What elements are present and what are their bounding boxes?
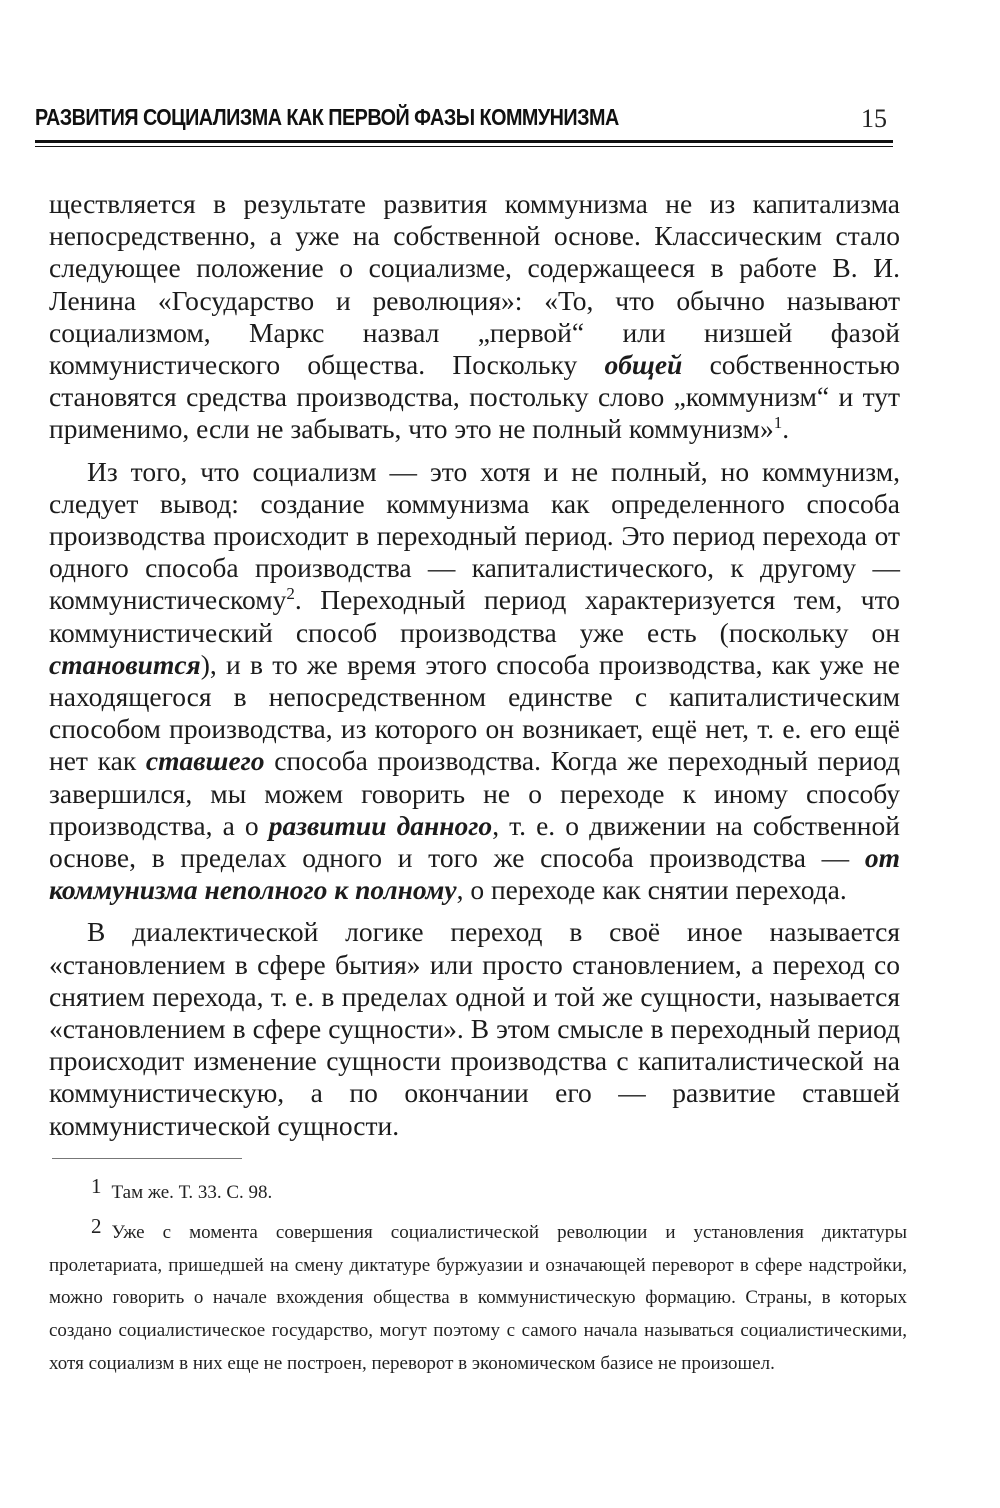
text-run: . [782, 413, 790, 445]
body-text [49, 188, 900, 1152]
text-run: , о переходе как снятии перехода. [456, 874, 847, 906]
text-run: собственностью становятся средства производства, постольку слово „коммунизм“ и тут применимо, если не забывать, что это не полный коммунизм» [49, 349, 900, 445]
header-rule-thin [35, 146, 893, 147]
footnote-1 [49, 1175, 907, 1210]
footnote-ref-1: 1 [773, 413, 783, 433]
emphasis: общей [604, 349, 683, 381]
paragraph-2 [49, 456, 900, 907]
emphasis: развитии данного [268, 809, 493, 841]
footnotes [49, 1175, 907, 1386]
footnote-mark-2: 2 [91, 1213, 102, 1238]
text-run: ), и в то же время этого способа производства, как уже не находящегося в непосредственном единстве с капиталистическим способом производства, из которого он возникает, ещё нет, т. е. его ещё нет как [49, 648, 900, 777]
footnote-2 [49, 1215, 907, 1381]
footnote-text-1: Там же. Т. 33. С. 98. [111, 1182, 273, 1203]
footnote-ref-2: 2 [286, 584, 295, 604]
text-run: ществляется в результате развития коммунизма не из капитализма непосредственно, а уже на собственной основе. Классическим стало следующее положение о социализме, содержащееся в работе В. И. Ленина «Государство и революция»: «То, что обычно называют социализмом, Маркс назвал „первой“ или низшей фазой коммунистического общества. Поскольку [49, 188, 900, 381]
footnote-mark-1: 1 [91, 1174, 102, 1198]
emphasis: ставшего [145, 745, 265, 777]
text-run: Из того, что социализм — это хотя и не полный, но коммунизм, следует вывод: создание коммунизма как определенного способа производства происходит в переходный период. Это период перехода от одного способа производства — капиталистического, к другому — коммунистическому [49, 455, 900, 616]
text-run: способа производства. Когда же переходный период завершился, мы можем говорить не о переходе к иному способу производства, а о [49, 745, 900, 841]
paragraph-3: В диалектической логике переход в своё иное называется «становлением в сфере бытия» или просто становлением, а переход со снятием перехода, т. е. в пределах одной и той же сущности, называется «становлением в сфере сущности». В этом смысле в переходный период происходит изменение сущности производства с капиталистической на коммунистическую, а по окончании его — развитие ставшей коммунистической сущности. [49, 916, 900, 1141]
page-number: 15 [861, 104, 887, 133]
text-run: , т. е. о движении на собственной основе, в пределах одного и того же способа производства — [49, 809, 900, 874]
footnote-rule [52, 1158, 242, 1159]
running-head [35, 98, 893, 148]
paragraph-1 [49, 188, 900, 446]
text-run: . Переходный период характеризуется тем, что коммунистический способ производства уже есть (поскольку он [49, 584, 900, 648]
header-rule-thick [35, 140, 893, 143]
emphasis: от коммунизма неполного к полному [49, 842, 900, 906]
footnote-text-2: Уже с момента совершения социалистической революции и установления диктатуры пролетариата, пришедшей на смену диктатуре буржуазии и означающей переворот в сфере надстройки, можно говорить о начале вхождения общества в коммунистическую формацию. Страны, в которых создано социалистическое государство, могут поэтому с самого начала называться социалистическими, хотя социализм в них еще не построен, переворот в экономическом базисе не произошел. [49, 1221, 907, 1374]
emphasis: становится [49, 648, 201, 680]
running-title: РАЗВИТИЯ СОЦИАЛИЗМА КАК ПЕРВОЙ ФАЗЫ КОММУНИЗМА [35, 104, 619, 130]
